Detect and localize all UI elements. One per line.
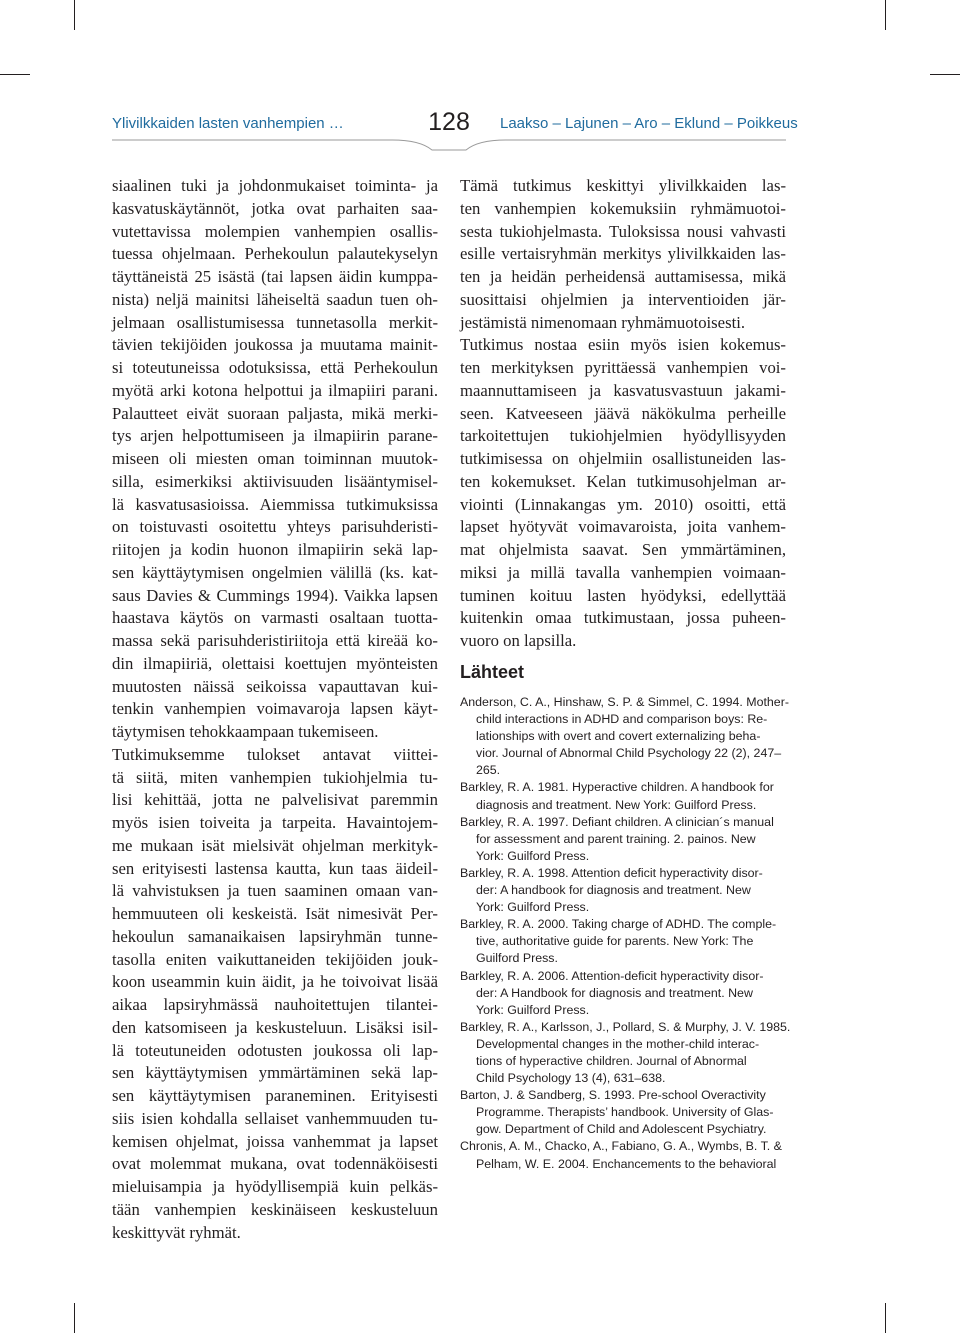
text-line: siis isien kohdalla sellaiset vanhemmuuden tu- <box>112 1108 438 1128</box>
text-line: din ilmapiiriä, olettaisi koettujen myönteisten <box>112 653 438 673</box>
reference-line: diagnosis and treatment. New York: Guilford Press. <box>476 797 757 812</box>
reference-line: Barkley, R. A. 1998. Attention deficit hyperactivity disor- <box>460 865 763 880</box>
text-line: si toteutuneissa odotuksissa, että Perhekoulun <box>112 358 438 377</box>
reference-line: lationships with overt and covert externalizing beha- <box>476 729 761 744</box>
reference-entry <box>460 916 786 967</box>
reference-line: Barkley, R. A. 1981. Hyperactive children. A handbook for <box>460 780 774 795</box>
text-line: tys arjen helpottumiseen ja ilmapiirin parane- <box>112 426 438 446</box>
text-line: me mukaan isät mielsivät ohjelman merkityk- <box>112 835 438 855</box>
reference-line: Barkley, R. A., Karlsson, J., Pollard, S. & Murphy, J. V. 1985. <box>460 1019 791 1034</box>
crop-mark <box>74 1303 75 1333</box>
text-line: silla, esimerkiksi aktiivisuuden lisääntymisel- <box>112 471 438 491</box>
reference-line: Barton, J. & Sandberg, S. 1993. Pre-school Overactivity <box>460 1088 766 1103</box>
text-line: jelmaan osallistumisessa tunnetasolla merkit- <box>112 312 438 332</box>
reference-line: Guilford Press. <box>476 951 558 966</box>
text-line: tuessa ohjelmaan. Perhekoulun palautekyselyn <box>112 244 438 264</box>
text-line: sen käyttäytymisen ymmärtäminen sekä lap- <box>112 1063 438 1083</box>
reference-line: 265. <box>476 763 501 778</box>
text-line: nista) neljä mainitsi läheiseltä saadun tuen oh- <box>112 289 438 309</box>
text-line: massa sekä parisuhderistiriitoja että kireää ko- <box>112 631 438 650</box>
text-line: täyttäneistä 25 isästä (tai lapsen äidin kumppa- <box>112 267 438 286</box>
references-list <box>460 694 791 1173</box>
text-line: tä siitä, miten vanhempien tukiohjelmia tu- <box>112 767 438 787</box>
text-line: tävien tekijöiden joukossa ja muutama mainit- <box>112 335 438 355</box>
text-line: tenkin vanhempien voimavaroja lapsen käyt- <box>112 699 438 719</box>
text-line: sen erityisesti lastensa kautta, kun taas äideil- <box>112 858 438 878</box>
text-line: suosittaisi ohjelmien ja interventioiden jär- <box>460 289 786 309</box>
text-line: kemisen ohjelmat, joissa vanhemmat ja lapset <box>112 1131 438 1151</box>
reference-entry <box>460 1019 791 1087</box>
text-line: kuitenkin omaa tutkimustaan, jossa puheen- <box>460 608 786 628</box>
text-line: Tutkimuksemme tulokset antavat viittei- <box>112 744 438 764</box>
header-authors: Laakso – Lajunen – Aro – Eklund – Poikkeus <box>500 115 798 132</box>
reference-entry <box>460 865 786 916</box>
text-line: tasolla eniten vaikuttaneiden tekijöiden jouk- <box>112 949 438 969</box>
text-line: viointi (Linnakangas ym. 2010) osoitti, että <box>460 494 786 514</box>
text-line: den katsomiseen ja keskusteluun. Lisäksi isil- <box>112 1017 438 1037</box>
body-text-left-column <box>112 175 438 1244</box>
reference-line: Programme. Therapists’ handbook. University of Glas- <box>476 1105 774 1120</box>
text-line: ten ja heidän perheidensä auttamisessa, mikä <box>460 267 786 286</box>
text-line: myös isien toiveita ja tarpeita. Havaintojem- <box>112 813 438 832</box>
reference-line: Barkley, R. A. 2000. Taking charge of ADHD. The comple- <box>460 917 777 932</box>
text-line: sen käyttäytymisen paraneminen. Erityisesti <box>112 1086 438 1105</box>
text-line: keskittyvät ryhmät. <box>112 1222 241 1242</box>
running-header <box>0 0 960 160</box>
text-line: täytymisen tehokkaampaan tukemiseen. <box>112 722 379 741</box>
text-line: kasvatuskäytännöt, jotka ovat parhaiten saa- <box>112 198 438 218</box>
reference-line: York: Guilford Press. <box>476 848 590 863</box>
text-line: esille vertaisryhmän merkitys ylivilkkaiden las- <box>460 244 786 264</box>
text-line: miksi ja millä tavalla vanhempien voimaan- <box>460 562 786 582</box>
text-line: tutkimisessa on ohjelmiin osallistuneiden las- <box>460 449 786 468</box>
references-heading: Lähteet <box>460 662 525 682</box>
text-line: ten kokemukset. Kelan tutkimusohjelman ar- <box>460 471 786 491</box>
text-line: haastava käytös on varmasti osaltaan tuotta- <box>112 608 438 628</box>
reference-entry <box>460 814 786 865</box>
text-line: riitojen ja kodin huonon ilmapiirin sekä lap- <box>112 540 438 559</box>
reference-line: gow. Department of Child and Adolescent Psychiatry. <box>476 1122 767 1137</box>
text-line: ten vanhempien kokemuksiin ryhmämuotoi- <box>460 198 786 218</box>
text-line: saus Davies & Cummings 1994). Vaikka lapsen <box>112 585 438 605</box>
text-line: lapset hyötyvät voimavaroista, joita vanhem- <box>460 517 786 537</box>
reference-line: Chronis, A. M., Chacko, A., Fabiano, G. A., Wymbs, B. T. & <box>460 1139 782 1154</box>
text-line: muutosten näissä seikoissa vapauttavan kui- <box>112 676 438 696</box>
reference-line: York: Guilford Press. <box>476 900 590 915</box>
text-line: lisi kehittää, jotta ne palvelisivat paremmin <box>112 790 438 810</box>
text-line: myötä arki kotona helpottui ja ilmapiiri parani. <box>112 380 438 400</box>
text-line: tään vanhempien keskinäiseen keskusteluun <box>112 1199 438 1219</box>
reference-line: Developmental changes in the mother-child interac- <box>476 1036 760 1051</box>
text-line: on toistuvasti osoitettu yhteys parisuhderisti- <box>112 517 438 537</box>
text-line: ten merkityksen pyrittäessä vanhempien voi- <box>460 358 786 377</box>
text-line: mat ohjelmista saavat. Sen ymmärtäminen, <box>460 540 786 559</box>
header-rule <box>0 130 960 160</box>
reference-entry <box>460 694 789 779</box>
reference-line: Pelham, W. E. 2004. Enchancements to the behavioral <box>476 1156 777 1171</box>
text-line: miseen oli miesten oman toiminnan muutok- <box>112 449 438 468</box>
text-line: hemmuuteen oli keskeistä. Isät nimesivät Per- <box>112 904 438 923</box>
text-line: tarkoitettujen tukiohjelmien hyödyllisyyden <box>460 426 786 446</box>
text-line: ovat molemmat mukana, ovat todennäköisesti <box>112 1154 438 1174</box>
text-line: Palautteet eivät suoraan paljasta, mikä merki- <box>112 403 438 423</box>
text-line: siaalinen tuki ja johdonmukaiset toiminta- ja <box>112 176 438 195</box>
reference-line: der: A Handbook for diagnosis and treatment. New <box>476 985 753 1000</box>
text-line: koon useammin kuin äidit, ja he toivoivat lisää <box>112 972 438 992</box>
crop-mark <box>885 1303 886 1333</box>
text-line: Tutkimus nostaa esiin myös isien kokemus- <box>460 335 786 355</box>
text-line: vuoro on lapsilla. <box>460 631 577 650</box>
reference-entry <box>460 968 786 1019</box>
reference-line: child interactions in ADHD and comparison boys: Re- <box>476 712 768 727</box>
text-line: lä kasvatusasioissa. Aiemmissa tutkimuksissa <box>112 494 438 514</box>
reference-entry <box>460 1138 786 1172</box>
reference-line: York: Guilford Press. <box>476 1002 590 1017</box>
text-line: lä vahvistuksen ja tuen saaminen omaan van- <box>112 881 438 901</box>
reference-line: Barkley, R. A. 1997. Defiant children. A clinician´s manual <box>460 814 774 829</box>
reference-line: tive, authoritative guide for parents. New York: The <box>476 934 754 949</box>
reference-line: tions of hyperactive children. Journal of Abnormal <box>476 1053 747 1068</box>
text-line: sen käyttäytymisen ongelmien välillä (ks. kat- <box>112 562 438 582</box>
text-line: mieluisampia ja hyödyllisempiä kuin pelkäs- <box>112 1177 438 1196</box>
text-line: hekoulun samanaikaisen lapsiryhmän tunne- <box>112 926 438 946</box>
text-line: jestämistä nimenomaan ryhmämuotoisesti. <box>460 312 746 332</box>
reference-line: for assessment and parent training. 2. painos. New <box>476 831 756 846</box>
reference-line: der: A handbook for diagnosis and treatment. New <box>476 883 751 898</box>
reference-line: Anderson, C. A., Hinshaw, S. P. & Simmel, C. 1994. Mother- <box>460 695 789 709</box>
page-number: 128 <box>428 108 470 136</box>
reference-line: Barkley, R. A. 2006. Attention-deficit hyperactivity disor- <box>460 968 764 983</box>
text-line: vutettavissa molempien vanhempien osallis- <box>112 221 438 241</box>
body-text-right-column <box>460 175 786 653</box>
text-line: seen. Katveeseen jäävä näkökulma perheille <box>460 403 786 423</box>
reference-entry <box>460 1087 786 1138</box>
reference-line: Child Psychology 13 (4), 631–638. <box>476 1071 666 1086</box>
reference-entry <box>460 779 786 813</box>
text-line: lä toteutuneiden odotusten joukossa oli lap- <box>112 1040 438 1060</box>
text-line: sesta tukiohjelmasta. Tuloksissa nousi vahvasti <box>460 221 786 241</box>
header-left-title: Ylivilkkaiden lasten vanhempien … <box>112 115 344 132</box>
text-line: maannuttamiseen ja kasvatusvastuun jakami- <box>460 380 786 400</box>
text-line: tuminen koituu lasten hyödyksi, edellyttää <box>460 585 786 605</box>
text-line: Tämä tutkimus keskittyi ylivilkkaiden las- <box>460 176 786 195</box>
text-line: aikaa lapsiryhmässä nauhoitettujen tilantei- <box>112 995 438 1014</box>
reference-line: vior. Journal of Abnormal Child Psychology 22 (2), 247– <box>476 746 782 761</box>
